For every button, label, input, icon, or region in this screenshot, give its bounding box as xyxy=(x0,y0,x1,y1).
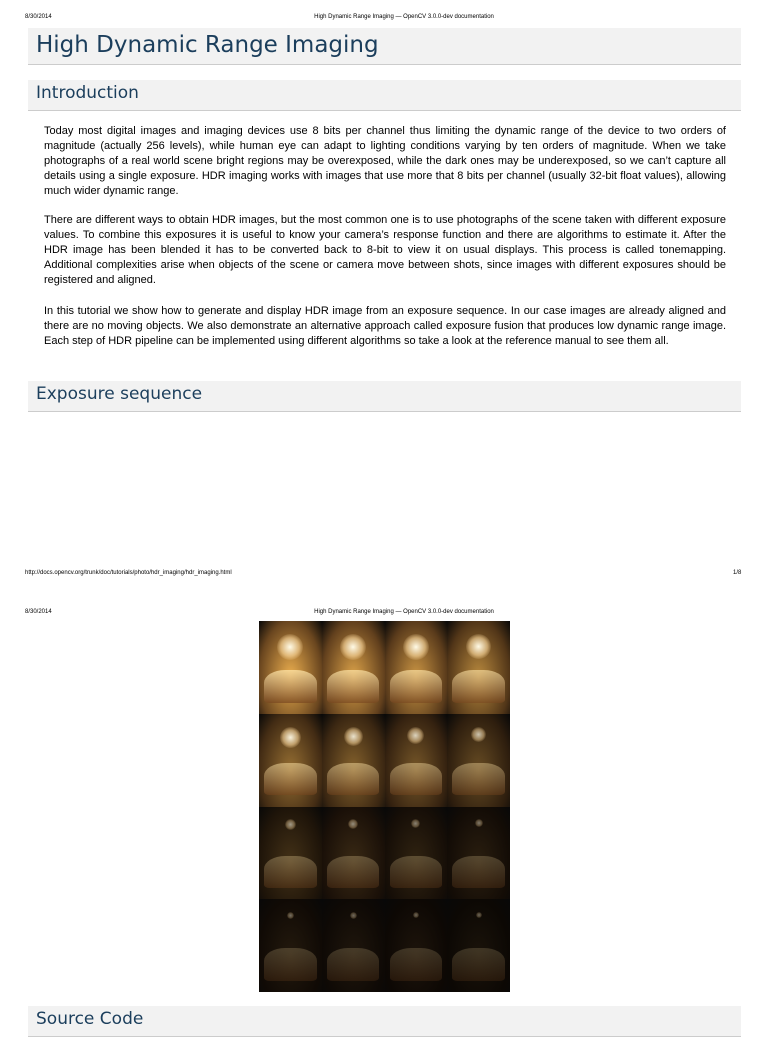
intro-paragraph-3: In this tutorial we show how to generate and display HDR image from an exposure sequence. In our case images are already aligned and there are no moving objects. We also demonstrate an alternative approach called exposure fusion that produces low dynamic range image. Each step of HDR pipeline can be implemented using different algorithms so take a look at the reference manual to see them all. xyxy=(44,305,726,348)
exposure-tile xyxy=(385,621,448,714)
section-heading-introduction: Introduction xyxy=(28,80,741,111)
exposure-tile xyxy=(322,621,385,714)
print-header-title: High Dynamic Range Imaging — OpenCV 3.0.0-dev documentation xyxy=(314,14,494,20)
exposure-tile xyxy=(385,714,448,807)
print-page-number: 1/8 xyxy=(733,570,742,576)
altar-structure xyxy=(452,670,505,702)
window-light xyxy=(280,727,301,748)
altar-structure xyxy=(452,948,505,980)
exposure-tile xyxy=(259,899,322,992)
altar-structure xyxy=(327,856,380,888)
page-title: High Dynamic Range Imaging xyxy=(28,28,741,65)
print-date: 8/30/2014 xyxy=(25,14,52,20)
window-light xyxy=(350,912,357,919)
exposure-tile xyxy=(385,807,448,900)
window-light xyxy=(471,727,486,742)
exposure-tile xyxy=(447,899,510,992)
exposure-tile xyxy=(447,621,510,714)
window-light xyxy=(403,634,429,660)
exposure-tile xyxy=(322,899,385,992)
altar-structure xyxy=(264,763,317,795)
window-light xyxy=(277,634,303,660)
exposure-tile xyxy=(447,714,510,807)
altar-structure xyxy=(327,670,380,702)
exposure-tile xyxy=(322,807,385,900)
altar-structure xyxy=(264,670,317,702)
print-header-title-page-2: High Dynamic Range Imaging — OpenCV 3.0.0-dev documentation xyxy=(314,609,494,615)
window-light xyxy=(287,912,294,919)
exposure-tile xyxy=(447,807,510,900)
intro-paragraph-1: Today most digital images and imaging devices use 8 bits per channel thus limiting the dynamic range of the device to two orders of magnitude (actually 256 levels), while human eye can adapt to lighting conditions varying by ten orders of magnitude. When we take photographs of a real world scene bright regions may be overexposed, while the dark ones may be underexposed, so we can’t capture all details using a single exposure. HDR imaging works with images that use more that 8 bits per channel (usually 32-bit float values), allowing much wider dynamic range. xyxy=(44,125,726,198)
window-light xyxy=(466,634,491,659)
window-light xyxy=(411,819,420,828)
altar-structure xyxy=(327,763,380,795)
altar-structure xyxy=(452,856,505,888)
altar-structure xyxy=(452,763,505,795)
exposure-tile xyxy=(259,714,322,807)
window-light xyxy=(285,819,296,830)
window-light xyxy=(413,912,419,918)
altar-structure xyxy=(264,948,317,980)
print-date-page-2: 8/30/2014 xyxy=(25,609,52,615)
window-light xyxy=(348,819,358,829)
window-light xyxy=(340,634,366,660)
altar-structure xyxy=(390,948,443,980)
altar-structure xyxy=(327,948,380,980)
print-url: http://docs.opencv.org/trunk/doc/tutorials/photo/hdr_imaging/hdr_imaging.html xyxy=(25,570,232,576)
altar-structure xyxy=(390,670,443,702)
exposure-tile xyxy=(322,714,385,807)
altar-structure xyxy=(390,856,443,888)
altar-structure xyxy=(264,856,317,888)
exposure-tile xyxy=(385,899,448,992)
window-light xyxy=(344,727,363,746)
window-light xyxy=(476,912,482,918)
exposure-tile xyxy=(259,807,322,900)
window-light xyxy=(475,819,483,827)
section-heading-source-code: Source Code xyxy=(28,1006,741,1037)
exposure-sequence-image xyxy=(259,621,510,992)
altar-structure xyxy=(390,763,443,795)
intro-paragraph-2: There are different ways to obtain HDR images, but the most common one is to use photographs of the scene taken with different exposure values. To combine this exposures it is useful to know your camera’s response function and there are algorithms to estimate it. After the HDR image has been blended it has to be converted back to 8-bit to view it on usual displays. This process is called tonemapping. Additional complexities arise when objects of the scene or camera move between shots, since images with different exposures should be registered and aligned. xyxy=(44,214,726,287)
exposure-tile xyxy=(259,621,322,714)
section-heading-exposure-sequence: Exposure sequence xyxy=(28,381,741,412)
window-light xyxy=(407,727,424,744)
